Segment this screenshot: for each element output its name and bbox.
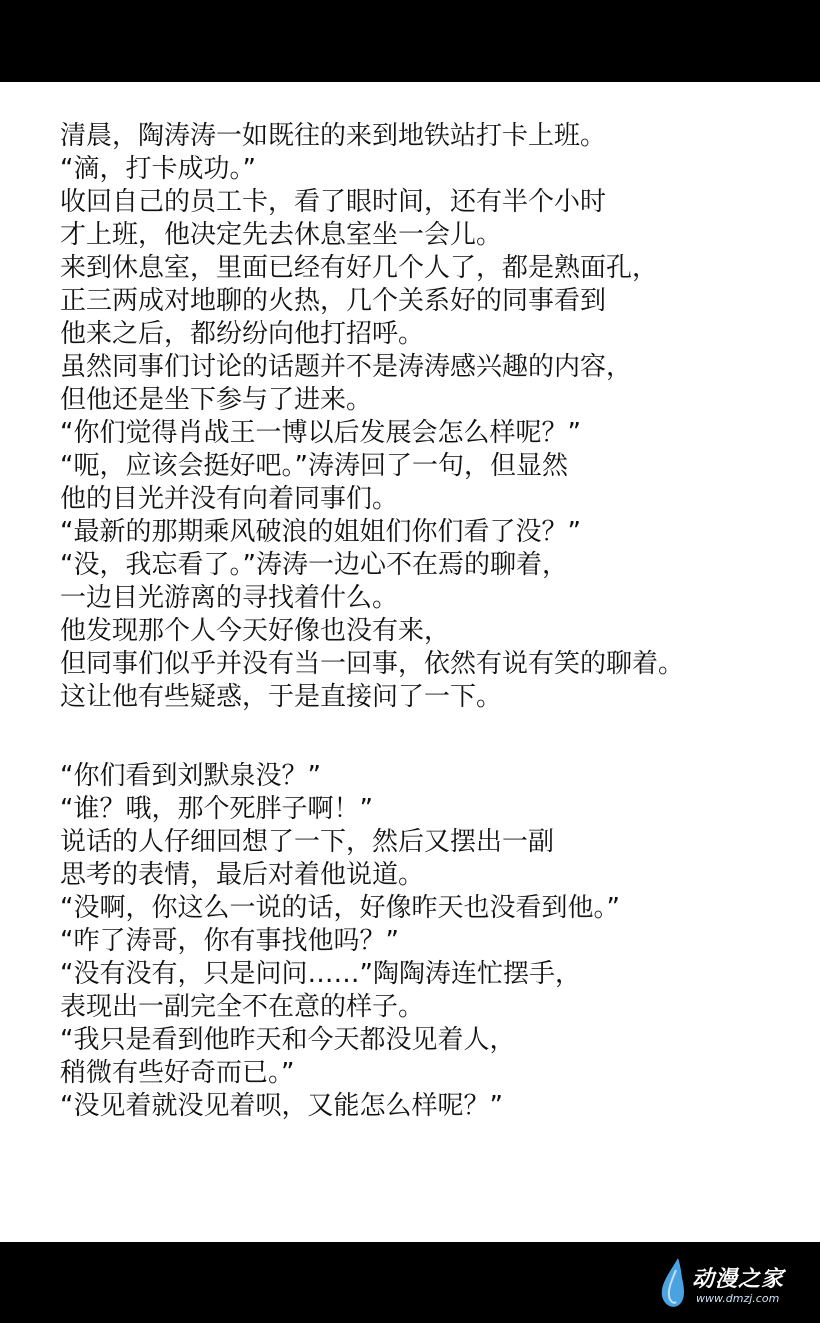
top-black-bar [0,0,820,82]
text-line: 表现出一副完全不在意的样子。 [60,992,425,1022]
text-line: 但同事们似乎并没有当一回事，依然有说有笑的聊着。 [60,649,685,679]
water-drop-icon [656,1256,692,1312]
text-line: “谁？哦，那个死胖子啊！” [60,794,373,824]
watermark-title: 动漫之家 [692,1267,785,1292]
text-line: “没见着就没见着呗，又能怎么样呢？” [60,1091,503,1121]
text-line: “咋了涛哥，你有事找他吗？” [60,926,399,956]
text-line: “没啊，你这么一说的话，好像昨天也没看到他。” [60,893,620,923]
text-line: “我只是看到他昨天和今天都没见着人， [60,1025,516,1055]
bottom-black-bar [0,1242,820,1323]
text-line: 他的目光并没有向着同事们。 [60,484,399,514]
text-line: 来到休息室，里面已经有好几个人了，都是熟面孔， [60,253,659,283]
text-line: 但他还是坐下参与了进来。 [60,385,373,415]
text-line: 他来之后，都纷纷向他打招呼。 [60,319,425,349]
text-line: 收回自己的员工卡，看了眼时间，还有半个小时 [60,187,607,217]
text-line: 他发现那个人今天好像也没有来， [60,616,451,646]
watermark-url: www.dmzj.com [696,1292,780,1305]
text-line: 清晨，陶涛涛一如既往的来到地铁站打卡上班。 [60,121,607,151]
text-line: 正三两成对地聊的火热，几个关系好的同事看到 [60,286,607,316]
text-line: 说话的人仔细回想了一下，然后又摆出一副 [60,827,555,857]
text-line: 一边目光游离的寻找着什么。 [60,583,399,613]
watermark-logo [656,1256,806,1312]
text-line: 思考的表情，最后对着他说道。 [60,860,425,890]
text-line: “滴，打卡成功。” [60,154,256,184]
text-line: 这让他有些疑惑，于是直接问了一下。 [60,682,503,712]
text-line: 虽然同事们讨论的话题并不是涛涛感兴趣的内容， [60,352,633,382]
text-line: “最新的那期乘风破浪的姐姐们你们看了没？” [60,517,581,547]
story-text [60,120,810,1123]
text-line: “你们看到刘默泉没？” [60,761,321,791]
text-page [0,82,820,1242]
text-line: “没有没有，只是问问……”陶陶涛连忙摆手， [60,959,581,989]
text-line: 才上班，他决定先去休息室坐一会儿。 [60,220,503,250]
text-line: “你们觉得肖战王一博以后发展会怎么样呢？” [60,418,581,448]
text-line: 稍微有些好奇而已。” [60,1058,295,1088]
text-line: “没，我忘看了。”涛涛一边心不在焉的聊着， [60,550,568,580]
blank-line [60,714,810,760]
text-line: “呃，应该会挺好吧。”涛涛回了一句，但显然 [60,451,568,481]
